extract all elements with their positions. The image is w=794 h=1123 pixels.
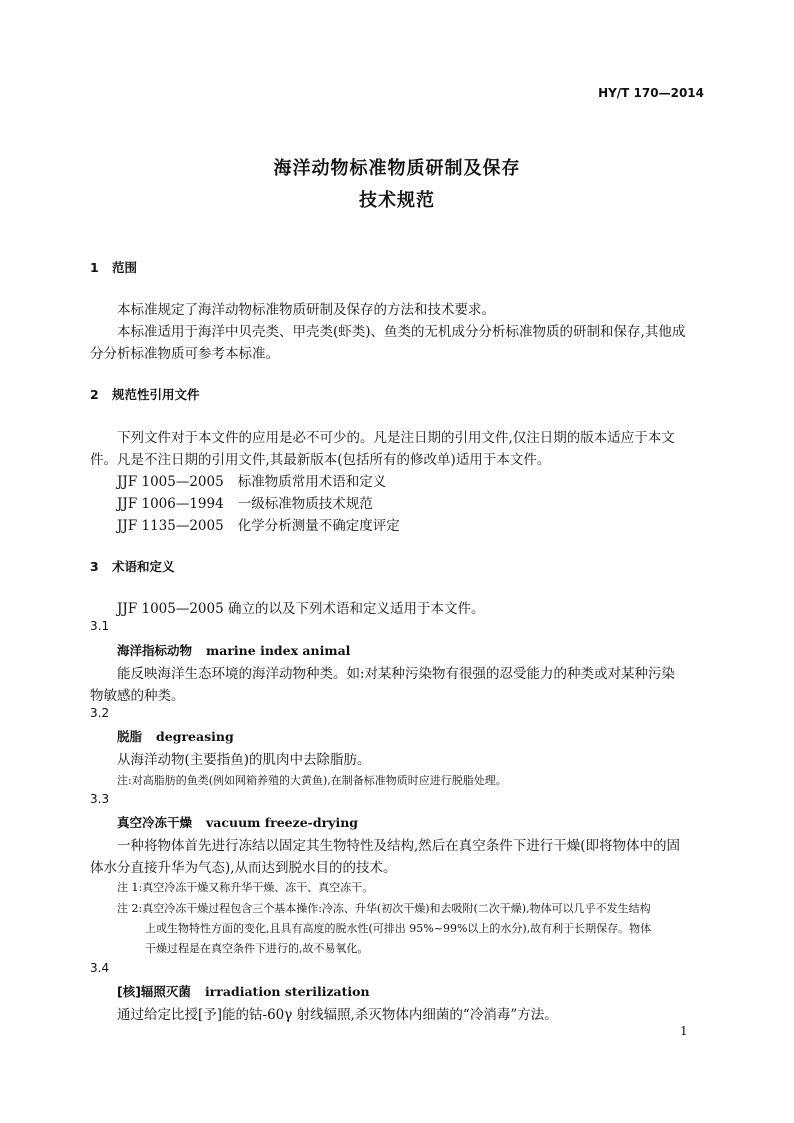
term-number: 3.2 — [90, 706, 110, 720]
term-note: 注 2:真空冷冻干燥过程包含三个基本操作:冷冻、升华(初次干燥)和去吸附(二次干燥),物体可以几乎不发生结构 — [117, 902, 651, 915]
reference-item — [117, 492, 373, 512]
term-note: 注 1:真空冷冻干燥又称升华干燥、冻干、真空冻干。 — [117, 881, 374, 894]
section-heading-scope — [90, 258, 137, 276]
term-note-continuation: 上或生物特性方面的变化,且具有高度的脱水性(可排出 95%~99%以上的水分),故有利于长期保存。物体 — [145, 922, 652, 935]
paragraph: JJF 1005—2005 确立的以及下列术语和定义适用于本文件。 — [117, 601, 485, 617]
section-heading-normative-references — [90, 385, 200, 403]
term-note: 注:对高脂肪的鱼类(例如网箱养殖的大黄鱼),在制备标准物质时应进行脱脂处理。 — [117, 774, 507, 787]
reference-title: 化学分析测量不确定度评定 — [237, 518, 400, 534]
term-definition: 通过给定比授[予]能的钴-60γ 射线辐照,杀灭物体内细菌的“冷消毒”方法。 — [117, 1007, 558, 1023]
term-number: 3.4 — [90, 961, 110, 975]
section-number: 1 — [90, 260, 99, 275]
term-entry — [117, 982, 370, 1000]
document-title: 海洋动物标准物质研制及保存 — [273, 158, 521, 179]
term-entry — [117, 727, 234, 745]
term-definition: 一种将物体首先进行冻结以固定其生物特性及结构,然后在真空条件下进行干燥(即将物体中的固 — [117, 838, 681, 854]
section-number: 2 — [90, 387, 99, 402]
paragraph: 本标准适用于海洋中贝壳类、甲壳类(虾类)、鱼类的无机成分分析标准物质的研制和保存,其他成 — [117, 324, 686, 340]
reference-item — [117, 470, 386, 490]
term-chinese: 海洋指标动物 — [117, 643, 193, 658]
reference-title: 一级标准物质技术规范 — [237, 496, 373, 512]
term-entry — [117, 641, 350, 659]
section-title: 规范性引用文件 — [112, 387, 200, 402]
term-english: irradiation sterilization — [204, 984, 370, 999]
paragraph-continuation: 分分析标准物质可参考本标准。 — [90, 346, 279, 362]
section-title: 范围 — [112, 260, 138, 275]
reference-code: JJF 1006—1994 — [117, 496, 224, 512]
term-definition: 从海洋动物(主要指鱼)的肌肉中去除脂肪。 — [117, 752, 371, 768]
term-number: 3.1 — [90, 619, 110, 633]
term-definition-continuation: 物敏感的种类。 — [90, 688, 185, 704]
reference-title: 标准物质常用术语和定义 — [237, 474, 387, 490]
term-definition: 能反映海洋生态环境的海洋动物种类。如:对某种污染物有很强的忍受能力的种类或对某种污染 — [117, 666, 676, 682]
paragraph-continuation: 件。凡是不注日期的引用文件,其最新版本(包括所有的修改单)适用于本文件。 — [90, 452, 551, 468]
document-subtitle: 技术规范 — [359, 190, 435, 211]
reference-code: JJF 1005—2005 — [117, 474, 224, 490]
paragraph: 下列文件对于本文件的应用是必不可少的。凡是注日期的引用文件,仅注日期的版本适应于本文 — [117, 430, 675, 446]
reference-item — [117, 514, 400, 534]
standard-code: HY/T 170—2014 — [598, 86, 704, 100]
term-english: vacuum freeze-drying — [206, 815, 359, 830]
term-english: degreasing — [156, 729, 234, 744]
term-note-continuation: 干燥过程是在真空条件下进行的,故不易氧化。 — [145, 942, 369, 955]
term-chinese: 脱脂 — [117, 729, 143, 744]
section-heading-terms — [90, 557, 175, 575]
term-definition-continuation: 体水分直接升华为气态),从而达到脱水目的的技术。 — [90, 860, 397, 876]
term-chinese: [核]辐照灭菌 — [117, 984, 191, 999]
section-title: 术语和定义 — [112, 559, 175, 574]
page-number: 1 — [680, 1024, 688, 1038]
term-entry — [117, 813, 358, 831]
section-number: 3 — [90, 559, 99, 574]
term-english: marine index animal — [206, 643, 351, 658]
paragraph: 本标准规定了海洋动物标准物质研制及保存的方法和技术要求。 — [117, 302, 495, 318]
term-chinese: 真空冷冻干燥 — [117, 815, 193, 830]
reference-code: JJF 1135—2005 — [117, 518, 224, 534]
term-number: 3.3 — [90, 792, 110, 806]
